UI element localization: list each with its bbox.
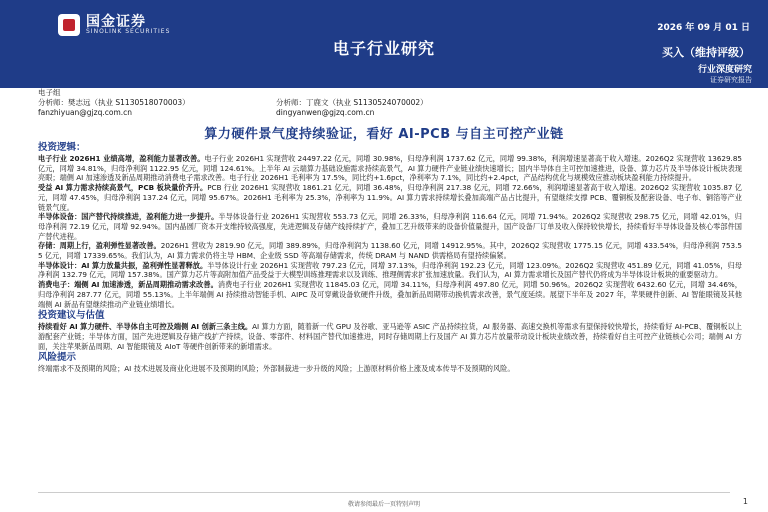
group-name: 电子组	[38, 88, 61, 97]
report-title: 电子行业研究	[332, 39, 435, 58]
analyst-2-email[interactable]: dingyanwen@gjzq.com.cn	[276, 107, 375, 117]
logo-name: 国金证券	[86, 13, 146, 30]
paragraph-lead: 电子行业 2026H1 业绩高增，盈利能力显著改善。	[38, 154, 205, 163]
report-headline: 算力硬件景气度持续验证，看好 AI-PCB 与自主可控产业链	[204, 127, 564, 142]
paragraph-text: 消费电子行业 2026H1 实现营收 11845.03 亿元，同增 34.11%，归母净利润 497.80 亿元，同增 50.96%。2026Q2 实现营收 6432.60 亿元，同增 34.46%，归母净利润 287.77 亿元，同增 55.13%。上半年端侧 AI 持续推动智能手机、AIPC 及可穿戴设备软硬件升级，叠加新品周期带动换机需求改善，景气度延续。展望下半年及 2027 年，苹果硬件创新、AI 智能眼镜及其他端侧 AI 新品有望继续推动产业链业绩增长。	[38, 280, 742, 309]
paragraph-lead: 持续看好 AI 算力硬件、半导体自主可控及端侧 AI 创新三条主线。	[38, 322, 253, 332]
analyst-1-email[interactable]: fanzhiyuan@gjzq.com.cn	[38, 107, 133, 117]
rating-label: 买入（维持评级）	[662, 46, 750, 59]
paragraph-pcb	[38, 183, 742, 212]
paragraph-industry	[38, 154, 742, 183]
report-type: 行业深度研究	[697, 65, 752, 75]
section-title-logic: 投资逻辑：	[38, 142, 86, 153]
paragraph-lead: 消费电子：端侧 AI 加速渗透，新品周期推动需求改善。	[38, 280, 218, 290]
company-logo	[58, 14, 170, 36]
paragraph-equipment	[38, 212, 742, 241]
paragraph-text: AI 算力方面，随着新一代 GPU 及谷歌、亚马逊等 ASIC 产品持续拉货，AI 服务器、高速交换机等需求有望保持较快增长，持续看好 AI-PCB、覆铜板以上游配套产业链；半导体方面，国产先进逻辑及存储产线扩产持续，设备、零部件、材料国产替代加速推进，同时存储周期上行及国产 AI 算力芯片放量带动设计板块业绩改善，持续看好自主可控产业链核心公司；端侧 AI 方面，关注苹果新品周期、AI 智能眼镜及 AIoT 等硬件创新带来的新增需求。	[38, 322, 742, 351]
paragraph-lead: 半导体设备：国产替代持续推进，盈利能力进一步提升。	[38, 212, 219, 222]
section-title-risk: 风险提示	[38, 352, 77, 364]
logo-english: SINOLINK SECURITIES	[86, 28, 171, 36]
paragraph-design	[38, 261, 742, 280]
paragraph-text: 电子行业 2026H1 实现营收 24497.22 亿元，同增 30.98%，归母净利润 1737.62 亿元，同增 99.38%，利润增速显著高于收入增速。2026Q2 实现营收 13629.85 亿元，同增 34.81%，归母净利润 1122.95 亿元，同增 124.61%。上半年 AI 云端算力基础设施需求持续高景气，AI 算力硬件产业链业绩快速增长；国内半导体自主可控加速推进，设备、算力芯片及半导体设计板块表现亮眼；端侧 AI 加速渗透及新品周期推动消费电子需求改善。电子行业 2026H1 毛利率为 17.5%，同比约+1.6pct，净利率为 7.1%，同比约+2.4pct，产品结构优化与规模效应推动板块盈利能力持续提升。	[38, 154, 742, 183]
section-title-suggestion: 投资建议与估值	[38, 310, 105, 322]
page-number: 1	[742, 497, 748, 506]
footer-disclaimer[interactable]: 敬请参阅最后一页特别声明	[347, 501, 420, 508]
paragraph-risk: 终端需求不及预期的风险；AI 技术进展及商业化进展不及预期的风险；外部制裁进一步升级的风险；上游原材料价格上涨及成本传导不及预期的风险。	[38, 364, 515, 374]
report-category: 证券研究报告	[710, 76, 752, 84]
paragraph-lead: 半导体设计：AI 算力放量共振，盈利弹性显著释放。	[38, 260, 208, 270]
paragraph-consumer	[38, 280, 742, 309]
report-body	[38, 141, 742, 374]
paragraph-suggestion	[38, 322, 742, 351]
footer-divider	[38, 492, 730, 493]
report-header	[0, 0, 768, 88]
analyst-1: 分析师：樊志远（执业 S1130518070003）	[38, 97, 190, 107]
logo-icon	[58, 14, 80, 36]
analyst-2: 分析师：丁鹿文（执业 S1130524070002）	[276, 97, 428, 107]
paragraph-lead: 受益 AI 算力需求持续高景气，PCB 板块量价齐升。	[38, 183, 208, 193]
paragraph-text: 半导体设计行业 2026H1 实现营收 797.23 亿元，同增 37.13%，归母净利润 192.23 亿元，同增 123.09%。2026Q2 实现营收 451.89 亿元，同增 41.05%，归母净利润 132.79 亿元，同增 157.38%。国产算力芯片等高附加值产品受益于大模型训练推理需求以及训练、推理侧需求扩张加速放量。我们认为，AI 算力需求增长及国产替代仍将成为半导体设计板块的重要驱动力。	[38, 260, 742, 280]
paragraph-text: PCB 行业 2026H1 实现营收 1861.21 亿元，同增 36.48%，归母净利润 217.38 亿元，同增 72.66%，利润增速显著高于收入增速。2026Q2 实现营收 1035.87 亿元，同增 47.45%，归母净利润 137.24 亿元，同增 95.67%。2026H1 毛利率为 25.3%，净利率为 11.9%。AI 算力需求持续增长叠加高端产品占比提升，有望继续支撑 PCB、覆铜板及配套设备、电子布、铜箔等产业链景气度。	[38, 183, 742, 212]
paragraph-storage	[38, 241, 742, 260]
analyst-info	[38, 88, 738, 117]
paragraph-lead: 存储：周期上行，盈利弹性显著改善。	[38, 241, 161, 251]
report-date: 2026 年 09 月 01 日	[657, 23, 750, 33]
paragraph-text: 2026H1 营收为 2819.90 亿元，同增 389.89%，归母净利润为 1138.60 亿元，同增 14912.95%。其中，2026Q2 实现营收 1775.15 亿元，同增 433.54%，归母净利润 753.55 亿元，同增 17339.65%。我们认为，AI 算力需求仍将主导 HBM、企业级 SSD 等高端存储需求，传统 DRAM 与 NAND 供需格局有望持续偏紧。	[38, 241, 742, 261]
paragraph-text: 半导体设备行业 2026H1 实现营收 553.73 亿元，同增 26.33%，归母净利润 116.64 亿元，同增 71.94%。2026Q2 实现营收 298.75 亿元，同增 42.01%，归母净利润 72.19 亿元，同增 92.94%。国内晶圆厂资本开支维持较高强度，先进逻辑及存储产线持续扩产，叠加工艺升级带来的设备价值量提升，国产设备厂订单及收入保持较快增长，持续看好半导体设备及核心零部件国产替代进程。	[38, 212, 742, 241]
